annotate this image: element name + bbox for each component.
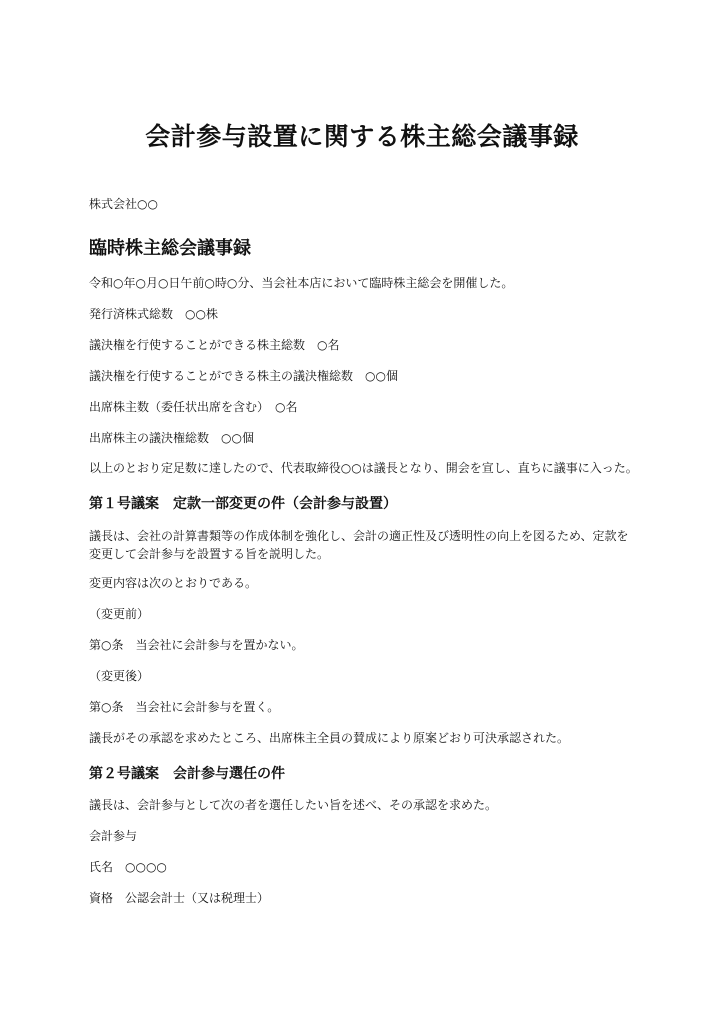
attending-voting-rights: 出席株主の議決権総数 ○○個 — [89, 431, 254, 445]
agenda2-heading: 第２号議案 会計参与選任の件 — [89, 766, 285, 782]
before-text: 第○条 当会社に会計参与を置かない。 — [89, 638, 304, 652]
agenda1-heading: 第１号議案 定款一部変更の件（会計参与設置） — [89, 496, 397, 512]
company-name: 株式会社○○ — [89, 197, 158, 211]
document-title: 会計参与設置に関する株主総会議事録 — [145, 122, 579, 151]
before-label: （変更前） — [89, 607, 150, 621]
after-text: 第○条 当会社に会計参与を置く。 — [89, 700, 280, 714]
changes-intro: 変更内容は次のとおりである。 — [89, 576, 258, 590]
agenda1-explanation-line1: 議長は、会社の計算書類等の作成体制を強化し、会計の適正性及び透明性の向上を図るため、定款を — [89, 529, 629, 543]
attending-shareholders: 出席株主数（委任状出席を含む） ○名 — [89, 400, 298, 414]
voting-shareholders: 議決権を行使することができる株主総数 ○名 — [89, 338, 340, 352]
agenda1-explanation-line2: 変更して会計参与を設置する旨を説明した。 — [89, 547, 330, 561]
quorum-statement: 以上のとおり定足数に達したので、代表取締役○○は議長となり、開会を宣し、直ちに議事に入った。 — [89, 461, 638, 475]
agenda2-explanation: 議長は、会計参与として次の者を選任したい旨を述べ、その承認を求めた。 — [89, 798, 498, 812]
issued-shares: 発行済株式総数 ○○株 — [89, 307, 218, 321]
agenda1-explanation — [89, 527, 649, 563]
minutes-heading: 臨時株主総会議事録 — [89, 238, 251, 259]
voting-rights-total: 議決権を行使することができる株主の議決権総数 ○○個 — [89, 369, 398, 383]
advisor-name: 氏名 ○○○○ — [89, 860, 167, 874]
advisor-qualification: 資格 公認会計士（又は税理士） — [89, 891, 270, 905]
accounting-advisor-label: 会計参与 — [89, 829, 138, 843]
agenda1-result: 議長がその承認を求めたところ、出席株主全員の賛成により原案どおり可決承認された。 — [89, 731, 570, 745]
opening-statement: 令和○年○月○日午前○時○分、当会社本店において臨時株主総会を開催した。 — [89, 276, 514, 290]
after-label: （変更後） — [89, 669, 150, 683]
